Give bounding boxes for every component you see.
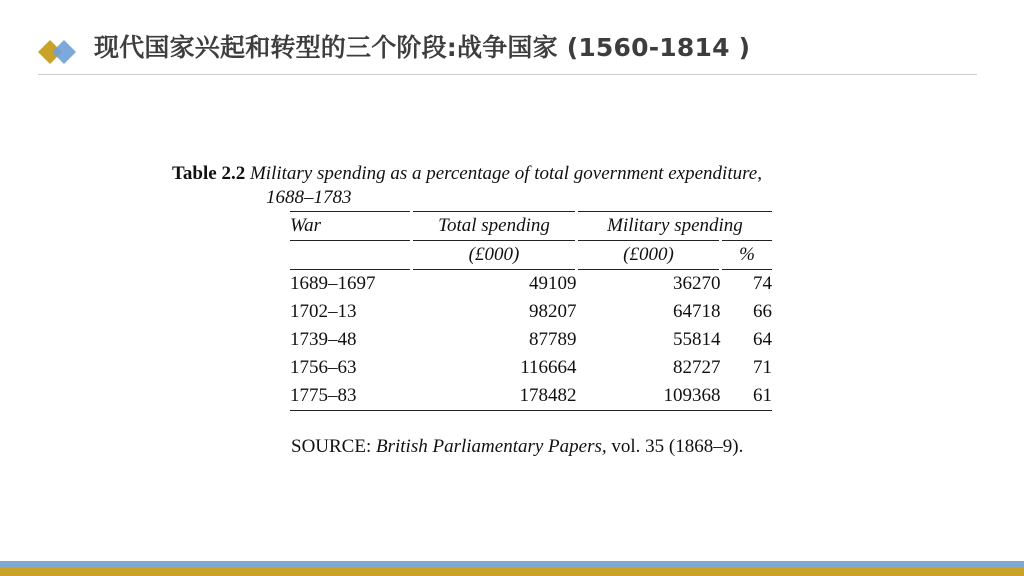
- table-row: [290, 298, 772, 326]
- header-row-2: [290, 241, 772, 270]
- diamond-logo-icon: [38, 38, 78, 66]
- header-war-blank: [290, 241, 412, 270]
- title-divider: [38, 74, 977, 75]
- cell-military: 82727: [673, 357, 721, 378]
- cell-war: 1702–13: [290, 301, 357, 322]
- source-label: SOURCE:: [291, 436, 376, 457]
- header-military-spending: Military spending: [577, 212, 773, 241]
- cell-military: 36270: [673, 273, 721, 294]
- military-spending-table: [290, 211, 772, 411]
- table-row: [290, 382, 772, 411]
- header-military-unit: (£000): [577, 241, 721, 270]
- footer-bar-gold: [0, 568, 1024, 576]
- cell-military: 109368: [577, 382, 721, 411]
- header-row-1: [290, 212, 772, 241]
- cell-military: 55814: [673, 329, 721, 350]
- cell-war: 1739–48: [290, 329, 357, 350]
- table-row: [290, 270, 772, 299]
- table-row: [290, 326, 772, 354]
- cell-percent: 71: [753, 357, 772, 378]
- cell-military: 64718: [673, 301, 721, 322]
- cell-percent: 74: [753, 273, 772, 294]
- cell-total: 98207: [529, 301, 577, 322]
- cell-total: 116664: [520, 357, 577, 378]
- cell-percent: 64: [753, 329, 772, 350]
- cell-percent: 61: [721, 382, 773, 411]
- source-detail: vol. 35 (1868–9).: [606, 436, 744, 457]
- caption-years: 1688–1783: [266, 187, 352, 208]
- header-percent: %: [721, 241, 773, 270]
- footer-bar-blue: [0, 561, 1024, 568]
- slide-title: 现代国家兴起和转型的三个阶段:战争国家 (1560-1814 ): [94, 33, 751, 62]
- table-caption: [172, 162, 762, 186]
- cell-war: 1756–63: [290, 357, 357, 378]
- cell-total: 49109: [529, 273, 577, 294]
- cell-war: 1775–83: [290, 382, 412, 411]
- header-total-spending: Total spending: [412, 212, 577, 241]
- table-source: [291, 436, 743, 458]
- cell-war: 1689–1697: [290, 273, 376, 294]
- cell-total: 178482: [412, 382, 577, 411]
- header-total-unit: (£000): [412, 241, 577, 270]
- table-label: Table 2.2: [172, 163, 246, 184]
- table-row: [290, 354, 772, 382]
- caption-text: Military spending as a percentage of total government expenditure,: [245, 163, 762, 184]
- source-title: British Parliamentary Papers,: [376, 436, 607, 457]
- header-war: War: [290, 212, 412, 241]
- cell-percent: 66: [753, 301, 772, 322]
- cell-total: 87789: [529, 329, 577, 350]
